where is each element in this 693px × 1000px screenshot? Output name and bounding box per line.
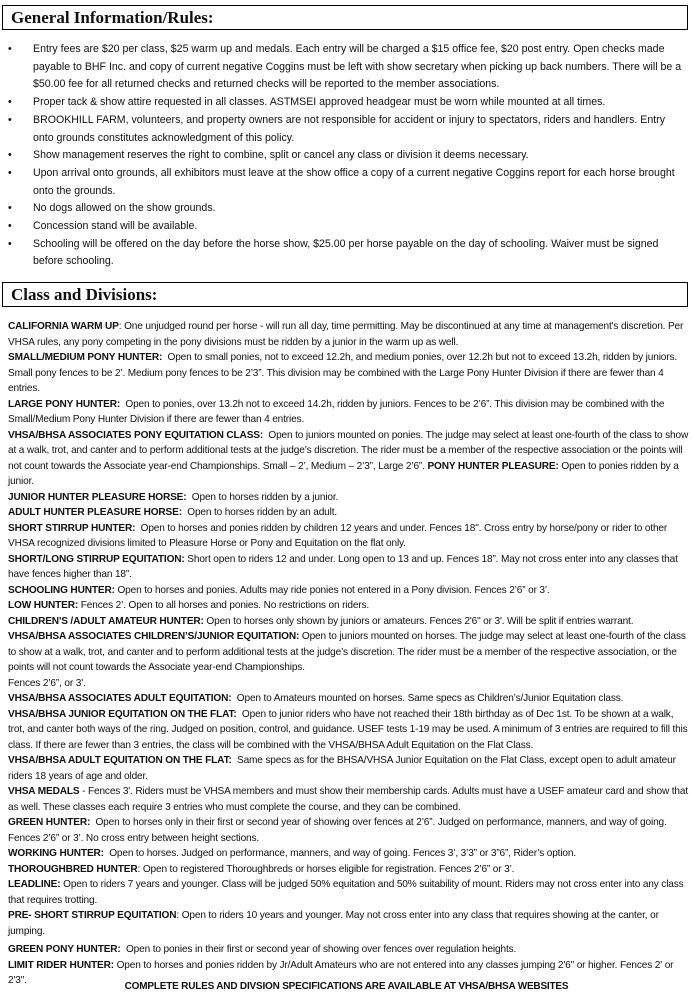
footer-note: COMPLETE RULES AND DIVSION SPECIFICATIONS ARE AVAILABLE AT VHSA/BHSA WEBSITES <box>124 981 569 992</box>
class-name: ADULT HUNTER PLEASURE HORSE: <box>8 507 182 518</box>
class-division-list <box>8 319 692 989</box>
class-description: Open to ponies, over 13.2h not to exceed 14.2h, ridden by juniors. Fences to be 2’6”. This division may be combined with the Small/Medium Pony Hunter Division if there are fewer than 4 entries. <box>8 398 665 425</box>
class-name: LIMIT RIDER HUNTER: <box>8 959 114 971</box>
class-separator: : <box>118 321 125 332</box>
rule-text: Upon arrival onto grounds, all exhibitors must leave at the show office a copy of a current negative Coggins report for each horse brought onto the grounds. <box>33 166 675 197</box>
bullet-icon: • <box>8 166 12 179</box>
rule-text: Entry fees are $20 per class, $25 warm up and medals. Each entry will be charged a $15 office fee, $20 post entry. Open checks made payable to BHF Inc. and copy of current negative Coggins must be left with show secretary when picking up back numbers. There will be a $50.00 fee for all returned checks and returned checks will be reported to the member associations. <box>33 43 682 91</box>
rule-text: Show management reserves the right to combine, split or cancel any class or division it deems necessary. <box>33 149 529 162</box>
rule-item <box>8 218 688 236</box>
section-header-classes: Class and Divisions: <box>2 282 688 307</box>
class-name: CALIFORNIA WARM UP <box>8 321 119 332</box>
bullet-icon: • <box>8 237 12 250</box>
class-entry <box>8 753 692 784</box>
class-entry <box>8 428 692 490</box>
class-entry <box>8 815 692 846</box>
class-name: THOROUGHBRED HUNTER <box>8 863 138 875</box>
class-entry <box>8 691 692 707</box>
class-entry <box>8 862 692 878</box>
class-name: VHSA/BHSA ASSOCIATES CHILDREN’S/JUNIOR EQUITATION: <box>8 631 300 642</box>
rule-text: No dogs allowed on the show grounds. <box>33 202 216 215</box>
rule-item <box>8 94 688 112</box>
class-entry <box>8 397 692 428</box>
bullet-icon: • <box>8 202 12 215</box>
class-description: One unjudged round per horse - will run all day, time permitting. May be discontinued at any time at management's discretion. Per VHSA rules, any pony competing in the pony divisions must be ridden by a junior in the warm up as well. <box>8 321 684 348</box>
class-entry <box>8 629 692 691</box>
class-entry <box>8 908 692 939</box>
class-description: Open to horses only shown by juniors or amateurs. Fences 2'6" or 3'. Will be split if entries warrant. <box>206 615 634 627</box>
rule-text: Proper tack & show attire requested in all classes. ASTMSEI approved headgear must be worn while mounted at all times. <box>33 96 606 109</box>
class-name: LOW HUNTER: <box>8 600 79 611</box>
class-description: Open to registered Thoroughbreds or horses eligible for registration. Fences 2’6” or 3’. <box>142 863 515 875</box>
class-description: Open to junior riders who have not reached their 18th birthday as of Dec 1st. To be shown at a walk, trot, and canter both ways of the ring. Judged on position, control, and guidance. USEF tests 1-19 may be used. A minimum of 3 entries are required to fill this class. If there are fewer than 3 entries, the class will be combined with the VHSA/BHSA Adult Equitation on the Flat Class. <box>8 708 688 751</box>
class-description: Short open to riders 12 and under. Long open to 13 and up. Fences 18”. May not cross enter into any classes that have fences higher than 18”. <box>8 553 678 580</box>
class-entry <box>8 784 692 815</box>
class-name: PRE- SHORT STIRRUP EQUITATION <box>8 910 177 921</box>
class-description: Open to riders 7 years and younger. Class will be judged 50% equitation and 50% suitability of mount. Riders may not cross enter into any class that requires trotting. <box>8 879 684 906</box>
rule-item <box>8 147 688 165</box>
rule-text: Schooling will be offered on the day before the horse show, $25.00 per horse payable on the day of schooling. Waiver must be signed before schooling. <box>33 237 659 268</box>
class-description: Fences 3'. Riders must be VHSA members and must show their membership cards. Adults must have a USEF amateur card and show that as well. These classes each require 3 entries who must complete the course, and they can be combined. <box>8 786 688 813</box>
bullet-icon: • <box>8 96 12 109</box>
class-entry <box>8 490 692 506</box>
section-header-general-rules: General Information/Rules: <box>2 5 688 30</box>
rule-item <box>8 236 688 271</box>
class-name: GREEN HUNTER: <box>8 817 91 828</box>
rule-item <box>8 41 688 94</box>
class-separator: - <box>79 786 88 797</box>
class-name: LARGE PONY HUNTER: <box>8 398 121 410</box>
rule-item <box>8 112 688 147</box>
bullet-icon: • <box>8 113 12 126</box>
class-name: VHSA/BHSA ASSOCIATES PONY EQUITATION CLASS: <box>8 429 264 441</box>
class-entry <box>8 942 692 958</box>
class-entry <box>8 614 692 630</box>
class-entry <box>8 521 692 552</box>
class-name: VHSA/BHSA ADULT EQUITATION ON THE FLAT: <box>8 755 232 766</box>
class-description: Open to ponies ridden by a junior. <box>8 460 679 487</box>
rule-item <box>8 200 688 218</box>
general-rules-list <box>8 41 688 271</box>
class-entry <box>8 877 692 908</box>
class-description: Fences 2’6”, or 3'. <box>8 677 86 689</box>
class-name: VHSA/BHSA ASSOCIATES ADULT EQUITATION: <box>8 693 232 704</box>
class-description: Open to horses and ponies ridden by Jr/Adult Amateurs who are not entered into any classes jumping 2'6" or higher. Fences 2' or 2'3". <box>8 959 674 986</box>
class-name: LEADLINE: <box>8 879 61 890</box>
class-entry <box>8 707 692 754</box>
class-description: Open to Amateurs mounted on horses. Same specs as Children’s/Junior Equitation class. <box>236 693 624 704</box>
class-name: CHILDREN'S /ADULT AMATEUR HUNTER: <box>8 615 204 627</box>
class-description: Open to horses ridden by an adult. <box>187 507 338 518</box>
class-entry <box>8 598 692 614</box>
class-entry <box>8 505 692 521</box>
class-description: Fences 2’. Open to all horses and ponies. No restrictions on riders. <box>80 600 370 611</box>
class-description: Open to horses. Judged on performance, manners, and way of going. Fences 3’, 3’3” or 3”6”, Rider’s option. <box>109 848 576 859</box>
class-description: Open to horses ridden by a junior. <box>191 491 339 503</box>
class-entry <box>8 350 692 397</box>
class-entry <box>8 846 692 862</box>
class-description: Open to ponies in their first or second year of showing over fences over regulation heights. <box>125 944 517 955</box>
rule-text: BROOKHILL FARM, volunteers, and property owners are not responsible for accident or injury to spectators, riders and handlers. Entry onto grounds constitutes acknowledgment of this policy. <box>33 113 665 144</box>
rule-text: Concession stand will be available. <box>33 220 198 233</box>
class-entry <box>8 583 692 599</box>
class-name: SMALL/MEDIUM PONY HUNTER: <box>8 352 163 363</box>
class-name: SHORT STIRRUP HUNTER: <box>8 522 136 534</box>
class-separator: : <box>137 863 143 875</box>
class-description: Same specs as for the BHSA/VHSA Junior Equitation on the Flat Class, except open to adult amateur riders 18 years of age and older. <box>8 755 676 782</box>
class-description: Open to horses and ponies ridden by children 12 years and under. Fences 18". Cross entry by horse/pony or rider to other VHSA recognized divisions limited to Pleasure Horse or Pony and Equitation on the flat only. <box>8 522 668 549</box>
class-description: Open to horses only in their first or second year of showing over fences at 2’6”. Judged on performance, manners, and way of going. Fences 2’6” or 3’. No cross entry between height sections. <box>8 817 667 844</box>
class-entry <box>8 552 692 583</box>
class-description: Open to small ponies, not to exceed 12.2h, and medium ponies, over 12.2h but not to exceed 13.2h, ridden by juniors. Small pony fences to be 2’. Medium pony fences to be 2’3”. This division may be combined with the Large Pony Hunter Division if there are fewer than 4 entries. <box>8 352 678 394</box>
class-name: SCHOOLING HUNTER: <box>8 584 115 596</box>
class-name: GREEN PONY HUNTER: <box>8 944 121 955</box>
class-entry <box>8 319 692 350</box>
class-name: JUNIOR HUNTER PLEASURE HORSE: <box>8 491 187 503</box>
class-description: Open to riders 10 years and younger. May not cross enter into any class that requires showing at the canter, or jumping. <box>8 910 659 937</box>
class-name: VHSA MEDALS <box>8 786 80 797</box>
rule-item <box>8 165 688 200</box>
bullet-icon: • <box>8 220 12 233</box>
class-name: VHSA/BHSA JUNIOR EQUITATION ON THE FLAT: <box>8 708 237 720</box>
bullet-icon: • <box>8 149 12 162</box>
class-name: SHORT/LONG STIRRUP EQUITATION: <box>8 553 185 565</box>
bullet-icon: • <box>8 43 12 55</box>
class-description: Open to horses and ponies. Adults may ride ponies not entered in a Pony division. Fences 2’6” or 3’. <box>117 584 550 596</box>
class-description: Open to juniors mounted on ponies. The judge may select at least one-fourth of the class to show at a walk, trot, and canter and to perform additional tests at the judge’s discretion. The rider must be a member of the respective association or the points will not count towards the Associate year-end Championships. Small – 2’, Medium – 2’3”, Large 2’6”. <box>8 429 689 472</box>
class-name: PONY HUNTER PLEASURE: <box>427 460 559 472</box>
class-separator: : <box>176 910 182 921</box>
class-description: Open to juniors mounted on horses. The judge may select at least one-fourth of the class to show at a walk, trot, and canter and to perform additional tests at the judge’s discretion. The rider must be a member of the respective association, or the points will not count towards the Associate year-end Championships. <box>8 631 686 673</box>
class-name: WORKING HUNTER: <box>8 848 104 859</box>
